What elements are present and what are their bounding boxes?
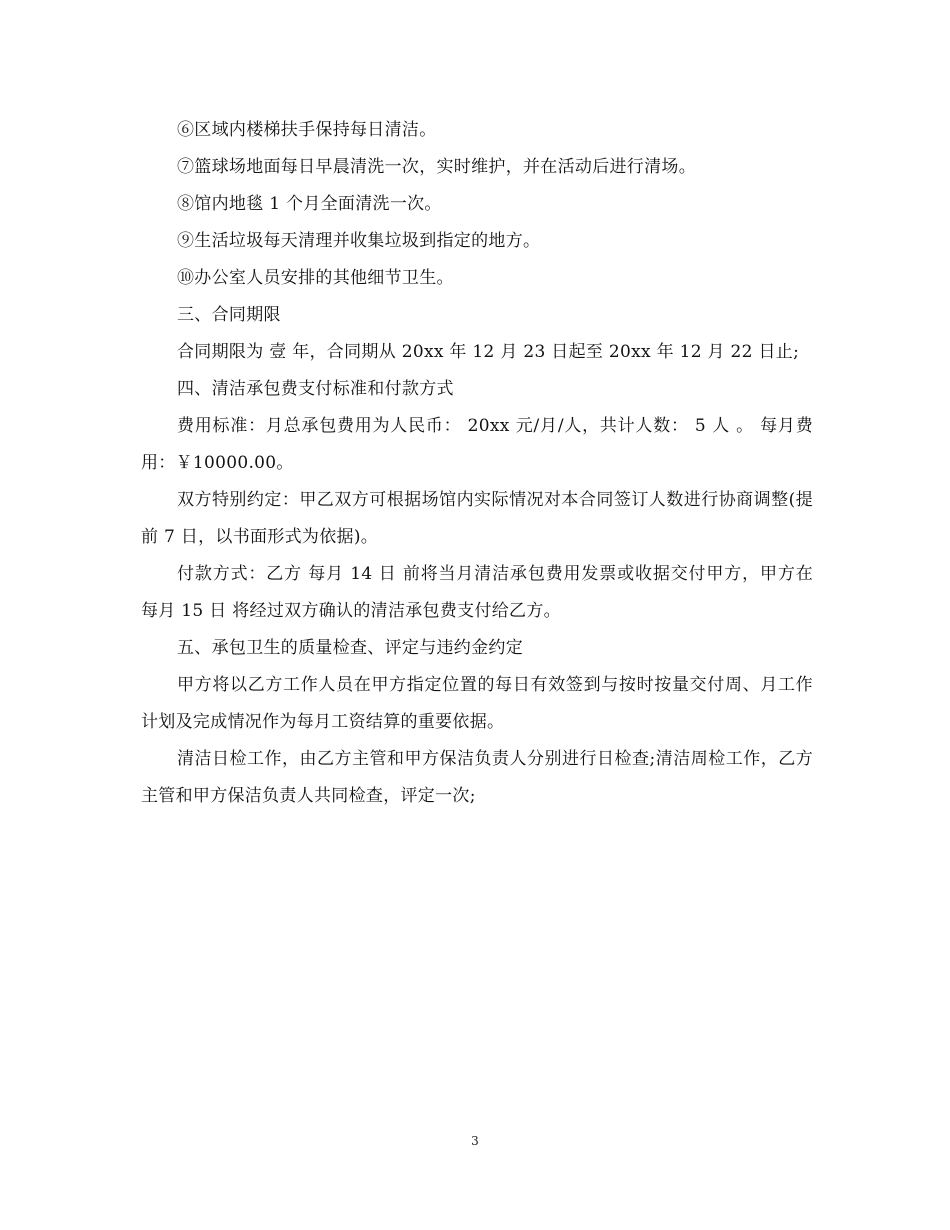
- paragraph-item-6-stair-handrails: ⑥区域内楼梯扶手保持每日清洁。: [177, 120, 437, 140]
- paragraph-item-8-carpet: ⑧馆内地毯 1 个月全面清洗一次。: [177, 194, 442, 214]
- paragraph-item-9-garbage: ⑨生活垃圾每天清理并收集垃圾到指定的地方。: [177, 231, 541, 251]
- paragraph-contract-term: 合同期限为 壹 年，合同期从 20xx 年 12 月 23 日起至 20xx 年 12 月 22 日止;: [177, 342, 800, 362]
- paragraph-inspection: 清洁日检工作，由乙方主管和甲方保洁负责人分别进行日检查;清洁周检工作，乙方主管和甲方保洁负责人共同检查，评定一次;: [141, 749, 813, 806]
- section-heading-contract-term: 三、合同期限: [177, 305, 281, 325]
- paragraph-item-10-office-hygiene: ⑩办公室人员安排的其他细节卫生。: [177, 268, 454, 288]
- document-body: [141, 112, 813, 815]
- paragraph-fee-standard: 费用标准：月总承包费用为人民币： 20xx 元/月/人，共计人数： 5 人 。 每月费用：￥10000.00。: [141, 416, 813, 473]
- paragraph-salary-basis: 甲方将以乙方工作人员在甲方指定位置的每日有效签到与按时按量交付周、月工作计划及完成情况作为每月工资结算的重要依据。: [141, 675, 813, 732]
- page-number: 3: [471, 1134, 479, 1148]
- section-heading-quality-inspection: 五、承包卫生的质量检查、评定与违约金约定: [177, 638, 523, 658]
- paragraph-payment-method: 付款方式：乙方 每月 14 日 前将当月清洁承包费用发票或收据交付甲方，甲方在 每月 15 日 将经过双方确认的清洁承包费支付给乙方。: [141, 564, 813, 621]
- section-heading-payment: 四、清洁承包费支付标准和付款方式: [177, 379, 454, 399]
- paragraph-special-agreement: 双方特别约定：甲乙双方可根据场馆内实际情况对本合同签订人数进行协商调整(提前 7 日，以书面形式为依据)。: [141, 490, 813, 547]
- paragraph-item-7-basketball-court: ⑦篮球场地面每日早晨清洗一次，实时维护，并在活动后进行清场。: [177, 157, 696, 177]
